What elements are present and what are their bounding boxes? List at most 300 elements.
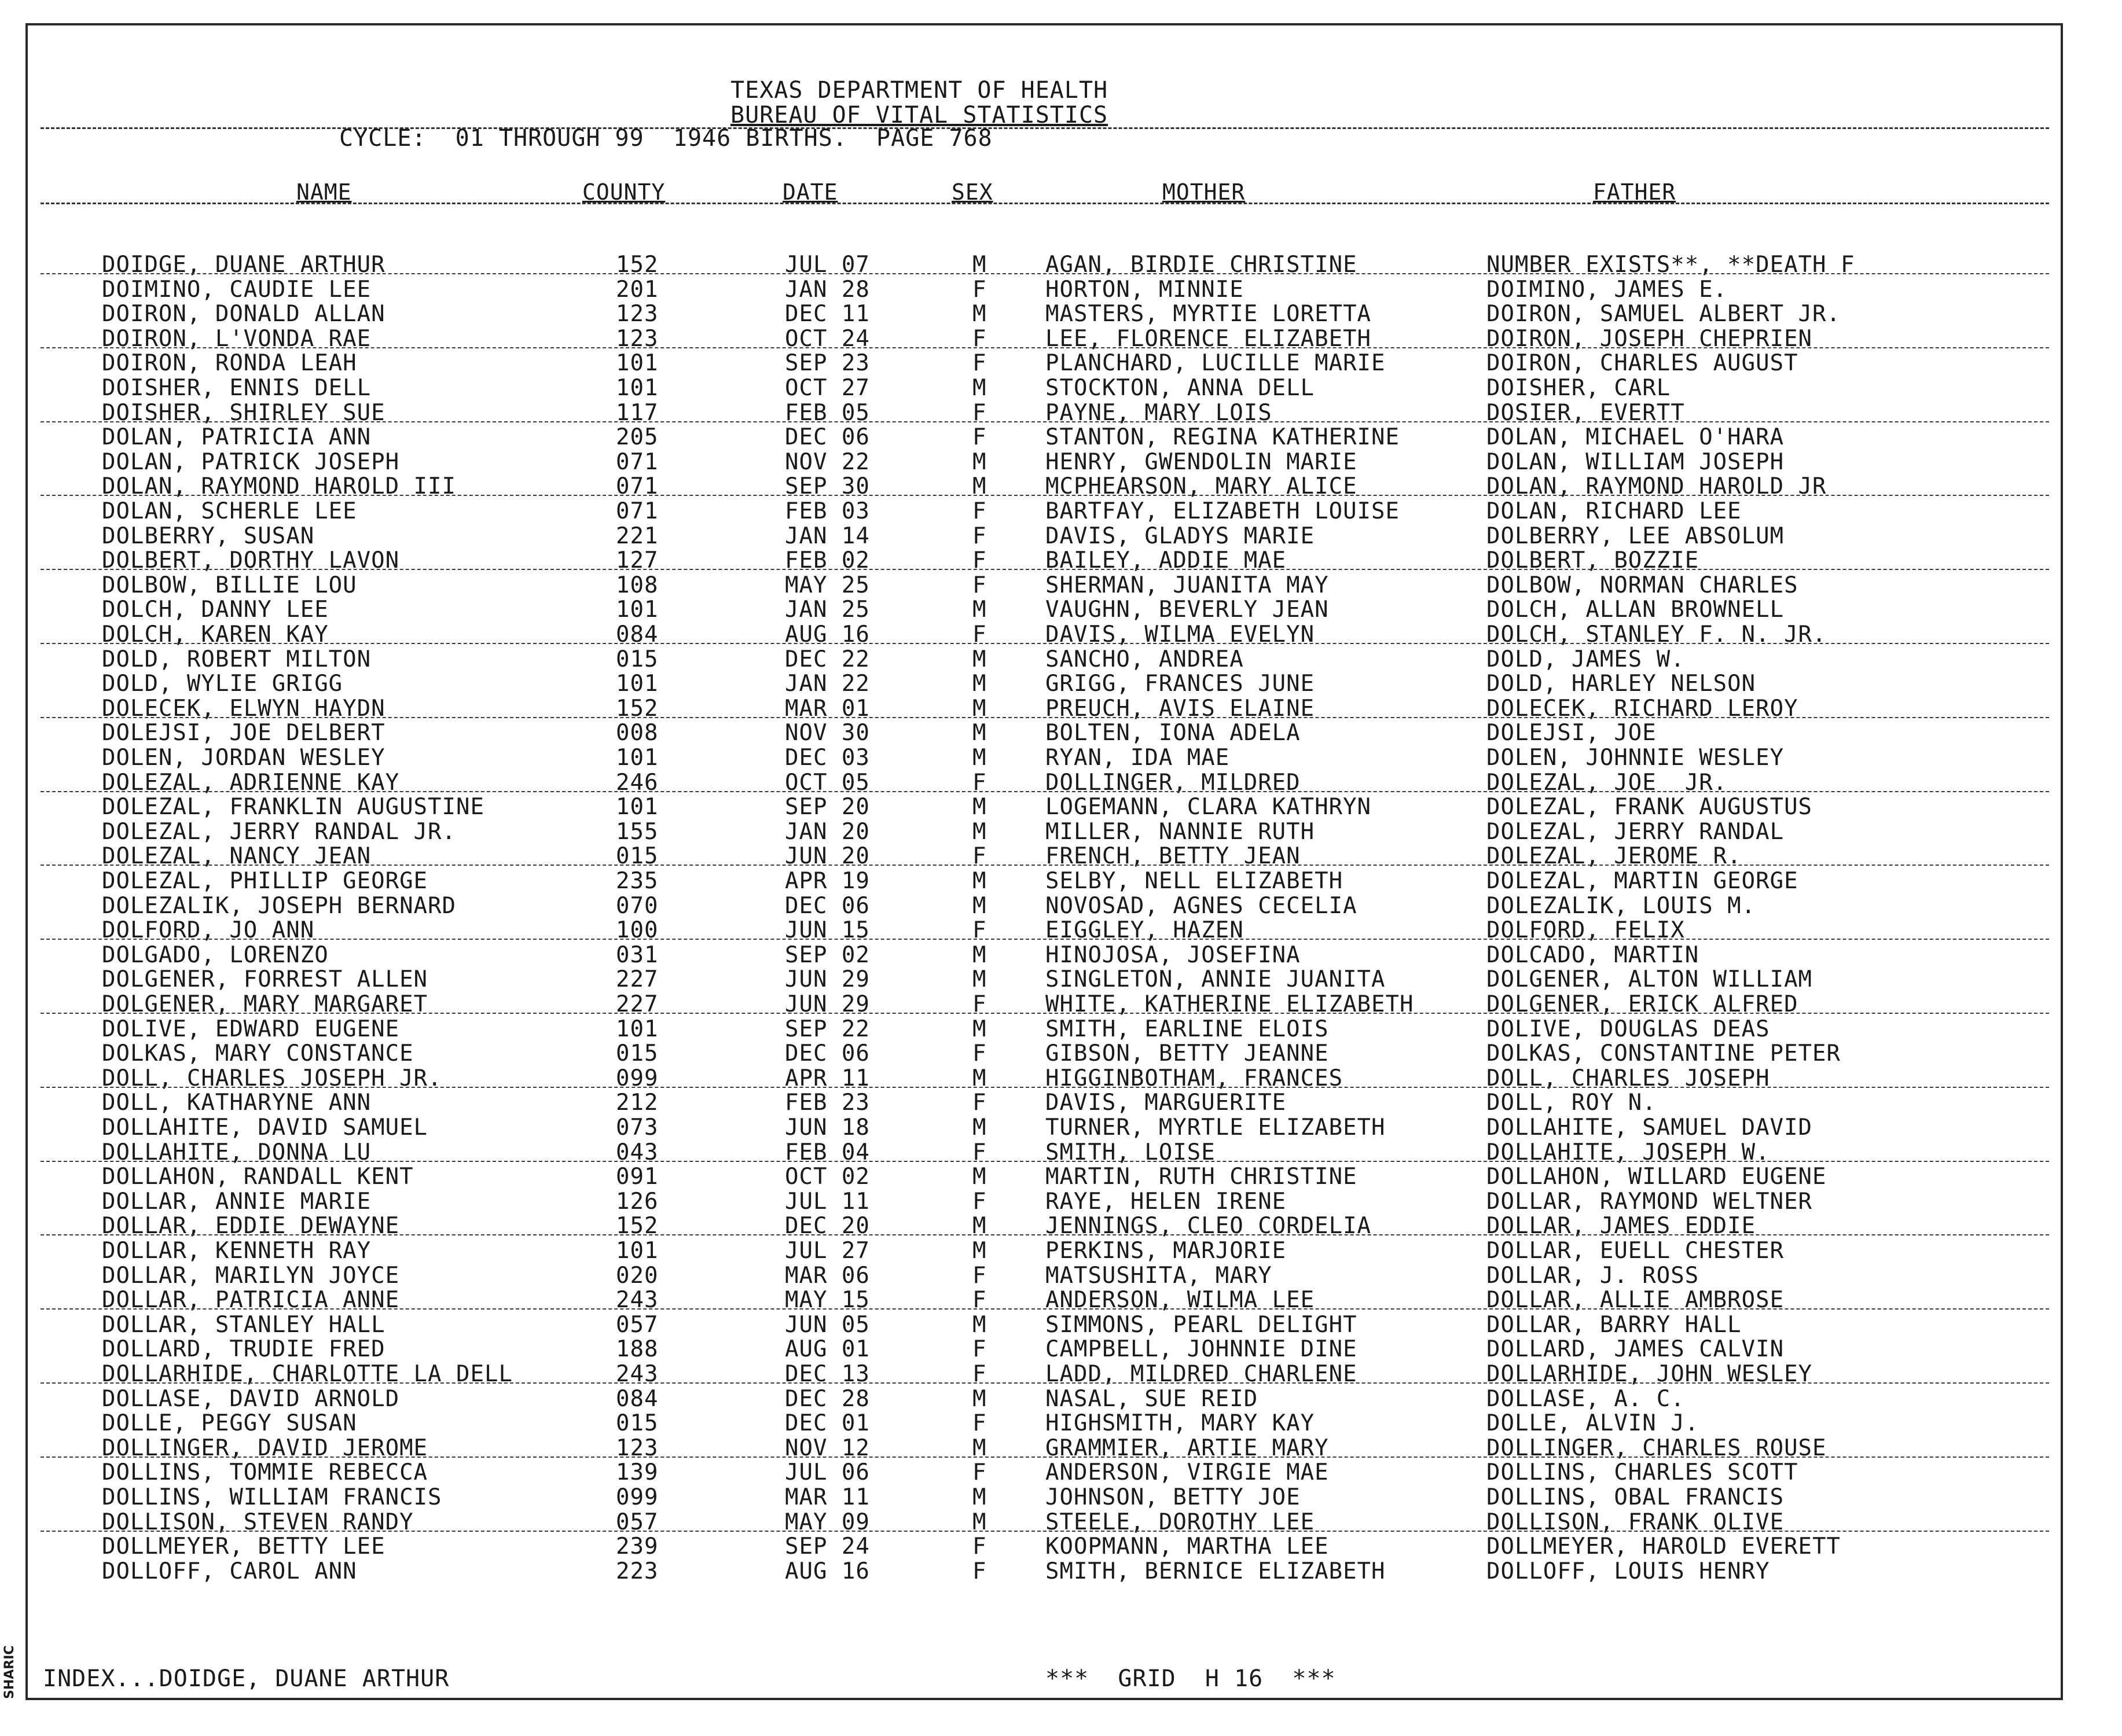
cell-date: NOV 30 [785, 720, 870, 746]
cell-sex: F [972, 769, 987, 796]
cell-father: DOLLINS, OBAL FRANCIS [1486, 1484, 1785, 1510]
cell-date: SEP 02 [785, 941, 870, 968]
cell-father: DOLCADO, MARTIN [1486, 941, 1699, 968]
cell-date: JAN 28 [785, 276, 870, 303]
cell-sex: M [972, 448, 987, 475]
cell-date: SEP 20 [785, 794, 870, 821]
cell-name: DOLLISON, STEVEN RANDY [102, 1509, 414, 1535]
cell-father: DOLBERT, BOZZIE [1486, 547, 1699, 574]
cell-county: 100 [616, 917, 659, 944]
cell-date: DEC 22 [785, 646, 870, 672]
cell-father: DOLEZAL, JERRY RANDAL [1486, 818, 1785, 845]
cell-sex: M [972, 794, 987, 821]
cell-county: 043 [616, 1139, 659, 1165]
cell-date: JUL 06 [785, 1459, 870, 1486]
cell-sex: F [972, 1459, 987, 1486]
cell-county: 212 [616, 1090, 659, 1116]
cell-sex: M [972, 252, 987, 278]
cell-sex: F [972, 399, 987, 426]
cell-father: DOLCH, ALLAN BROWNELL [1486, 597, 1785, 623]
cell-father: DOLLAR, EUELL CHESTER [1486, 1238, 1785, 1264]
cell-name: DOISHER, ENNIS DELL [102, 375, 372, 401]
cell-county: 099 [616, 1065, 659, 1091]
row-separator [41, 1382, 2049, 1384]
row-separator [41, 791, 2049, 792]
cell-name: DOLKAS, MARY CONSTANCE [102, 1040, 414, 1067]
cell-mother: LOGEMANN, CLARA KATHRYN [1045, 794, 1372, 821]
cell-name: DOLBERT, DORTHY LAVON [102, 547, 400, 574]
cell-date: MAR 06 [785, 1262, 870, 1289]
cell-date: MAR 11 [785, 1484, 870, 1510]
cell-name: DOLL, CHARLES JOSEPH JR. [102, 1065, 442, 1091]
cell-sex: F [972, 1410, 987, 1437]
table-row [0, 967, 2122, 992]
cell-name: DOLLAR, KENNETH RAY [102, 1238, 372, 1264]
cell-date: FEB 05 [785, 399, 870, 426]
cell-date: JUL 07 [785, 252, 870, 278]
table-row [0, 1534, 2122, 1559]
cell-father: DOISHER, CARL [1486, 375, 1671, 401]
cell-name: DOLAN, PATRICK JOSEPH [102, 448, 400, 475]
cell-county: 127 [616, 547, 659, 574]
cell-father: DOLEZAL, MARTIN GEORGE [1486, 868, 1798, 894]
margin-label: SHARIC [2, 1645, 17, 1700]
cell-mother: HIGHSMITH, MARY KAY [1045, 1410, 1315, 1437]
column-header-date: DATE [783, 179, 838, 205]
table-row [0, 1263, 2122, 1288]
cell-mother: SANCHO, ANDREA [1045, 646, 1244, 672]
cell-county: 071 [616, 473, 659, 500]
cell-date: FEB 23 [785, 1090, 870, 1116]
table-row [0, 1386, 2122, 1411]
cell-county: 015 [616, 1410, 659, 1437]
cell-date: MAY 09 [785, 1509, 870, 1535]
cell-county: 101 [616, 671, 659, 697]
cell-father: DOLKAS, CONSTANTINE PETER [1486, 1040, 1841, 1067]
row-separator [41, 939, 2049, 940]
table-row [0, 1411, 2122, 1436]
cell-father: DOLEZAL, FRANK AUGUSTUS [1486, 794, 1813, 821]
cell-father: DOLLAR, RAYMOND WELTNER [1486, 1188, 1813, 1215]
cell-father: NUMBER EXISTS**, **DEATH F [1486, 252, 1855, 278]
cell-mother: GRIGG, FRANCES JUNE [1045, 671, 1315, 697]
cell-name: DOLGENER, FORREST ALLEN [102, 966, 428, 993]
cell-county: 084 [616, 1385, 659, 1412]
cell-sex: M [972, 1311, 987, 1338]
cell-mother: VAUGHN, BEVERLY JEAN [1045, 597, 1329, 623]
cell-county: 235 [616, 868, 659, 894]
table-row [0, 1017, 2122, 1042]
table-row [0, 1090, 2122, 1115]
cell-sex: M [972, 1115, 987, 1141]
cell-mother: SELBY, NELL ELIZABETH [1045, 868, 1343, 894]
cell-father: DOIRON, JOSEPH CHEPRIEN [1486, 325, 1813, 352]
cell-sex: M [972, 1385, 987, 1412]
cell-mother: JENNINGS, CLEO CORDELIA [1045, 1213, 1372, 1240]
cell-father: DOLAN, RICHARD LEE [1486, 498, 1742, 524]
cell-name: DOIDGE, DUANE ARTHUR [102, 252, 386, 278]
cell-county: 123 [616, 301, 659, 328]
table-row [0, 499, 2122, 524]
cell-county: 123 [616, 325, 659, 352]
cell-county: 057 [616, 1509, 659, 1535]
cell-date: OCT 02 [785, 1164, 870, 1190]
table-row [0, 1164, 2122, 1189]
cell-name: DOIMINO, CAUDIE LEE [102, 276, 372, 303]
cell-sex: M [972, 375, 987, 401]
cell-mother: PREUCH, AVIS ELAINE [1045, 695, 1315, 722]
cell-name: DOLLINS, TOMMIE REBECCA [102, 1459, 428, 1486]
cell-county: 101 [616, 350, 659, 377]
cell-sex: M [972, 671, 987, 697]
cell-county: 246 [616, 769, 659, 796]
table-row [0, 647, 2122, 672]
cell-name: DOLLOFF, CAROL ANN [102, 1558, 357, 1584]
table-row [0, 301, 2122, 326]
cell-name: DOLLAR, ANNIE MARIE [102, 1188, 372, 1215]
table-row [0, 1460, 2122, 1485]
cell-mother: DAVIS, MARGUERITE [1045, 1090, 1287, 1116]
cell-sex: M [972, 646, 987, 672]
row-separator [41, 643, 2049, 644]
cell-father: DOLLAHITE, JOSEPH W. [1486, 1139, 1770, 1165]
cell-name: DOLBERRY, SUSAN [102, 523, 315, 549]
row-separator [41, 1161, 2049, 1162]
cell-date: FEB 02 [785, 547, 870, 574]
cell-date: APR 19 [785, 868, 870, 894]
cell-sex: F [972, 1533, 987, 1560]
cell-date: DEC 06 [785, 1040, 870, 1067]
cell-father: DOLEZALIK, LOUIS M. [1486, 892, 1756, 919]
cell-name: DOLEZAL, JERRY RANDAL JR. [102, 818, 456, 845]
cell-mother: SMITH, EARLINE ELOIS [1045, 1016, 1329, 1042]
table-row [0, 1559, 2122, 1584]
cell-date: JUN 18 [785, 1115, 870, 1141]
cell-mother: ANDERSON, WILMA LEE [1045, 1287, 1315, 1314]
cell-father: DOLEJSI, JOE [1486, 720, 1657, 746]
cell-father: DOLBOW, NORMAN CHARLES [1486, 572, 1798, 598]
cell-father: DOLL, CHARLES JOSEPH [1486, 1065, 1770, 1091]
cell-date: OCT 27 [785, 375, 870, 401]
cell-mother: SIMMONS, PEARL DELIGHT [1045, 1311, 1357, 1338]
cell-sex: M [972, 695, 987, 722]
cell-sex: F [972, 523, 987, 549]
cell-name: DOLLINS, WILLIAM FRANCIS [102, 1484, 442, 1510]
cell-mother: PERKINS, MARJORIE [1045, 1238, 1287, 1264]
cell-father: DOLLINGER, CHARLES ROUSE [1486, 1435, 1827, 1461]
cell-father: DOLIVE, DOUGLAS DEAS [1486, 1016, 1770, 1042]
cell-mother: MILLER, NANNIE RUTH [1045, 818, 1315, 845]
cell-county: 099 [616, 1484, 659, 1510]
cell-mother: AGAN, BIRDIE CHRISTINE [1045, 252, 1357, 278]
row-separator [41, 273, 2049, 274]
cell-name: DOISHER, SHIRLEY SUE [102, 399, 386, 426]
cell-date: JAN 25 [785, 597, 870, 623]
cell-father: DOLEZAL, JOE JR. [1486, 769, 1728, 796]
cell-date: AUG 01 [785, 1336, 870, 1363]
cell-name: DOLLAR, MARILYN JOYCE [102, 1262, 400, 1289]
cell-father: DOLLAR, ALLIE AMBROSE [1486, 1287, 1785, 1314]
cell-name: DOLLAR, STANLEY HALL [102, 1311, 386, 1338]
cell-county: 123 [616, 1435, 659, 1461]
cell-father: DOLLARD, JAMES CALVIN [1486, 1336, 1785, 1363]
department-title: TEXAS DEPARTMENT OF HEALTH [730, 77, 1108, 104]
row-separator [41, 865, 2049, 866]
cell-father: DOLD, JAMES W. [1486, 646, 1685, 672]
cell-father: DOLAN, MICHAEL O'HARA [1486, 424, 1785, 451]
cell-name: DOLLAHITE, DAVID SAMUEL [102, 1115, 428, 1141]
cell-sex: M [972, 818, 987, 845]
cell-county: 015 [616, 843, 659, 870]
cell-date: DEC 13 [785, 1361, 870, 1387]
grid-line: *** GRID H 16 *** [1045, 1665, 1336, 1692]
cell-mother: LEE, FLORENCE ELIZABETH [1045, 325, 1372, 352]
cell-name: DOLAN, PATRICIA ANN [102, 424, 372, 451]
cell-date: DEC 11 [785, 301, 870, 328]
cell-sex: F [972, 917, 987, 944]
cell-name: DOLBOW, BILLIE LOU [102, 572, 357, 598]
cell-father: DOLAN, WILLIAM JOSEPH [1486, 448, 1785, 475]
cell-name: DOLEZAL, ADRIENNE KAY [102, 769, 400, 796]
cell-mother: HIGGINBOTHAM, FRANCES [1045, 1065, 1343, 1091]
cell-county: 139 [616, 1459, 659, 1486]
cell-sex: F [972, 1361, 987, 1387]
cell-mother: STANTON, REGINA KATHERINE [1045, 424, 1400, 451]
cell-date: JUN 29 [785, 966, 870, 993]
cell-father: DOIRON, CHARLES AUGUST [1486, 350, 1798, 377]
column-header-county: COUNTY [582, 179, 666, 205]
cell-county: 152 [616, 695, 659, 722]
cell-mother: FRENCH, BETTY JEAN [1045, 843, 1301, 870]
cell-sex: M [972, 1484, 987, 1510]
index-line: INDEX...DOIDGE, DUANE ARTHUR [43, 1665, 450, 1692]
cell-county: 070 [616, 892, 659, 919]
cell-father: DOLLE, ALVIN J. [1486, 1410, 1699, 1437]
table-row [0, 573, 2122, 598]
cell-mother: NOVOSAD, AGNES CECELIA [1045, 892, 1357, 919]
cell-county: 188 [616, 1336, 659, 1363]
cell-county: 071 [616, 448, 659, 475]
row-separator [41, 1531, 2049, 1532]
column-header-mother: MOTHER [1162, 179, 1246, 205]
column-header-name: NAME [296, 179, 352, 205]
table-row [0, 524, 2122, 549]
cell-date: OCT 24 [785, 325, 870, 352]
cell-county: 073 [616, 1115, 659, 1141]
cell-sex: M [972, 1238, 987, 1264]
cell-name: DOLLARD, TRUDIE FRED [102, 1336, 386, 1363]
cell-father: DOLL, ROY N. [1486, 1090, 1657, 1116]
cell-county: 091 [616, 1164, 659, 1190]
cell-mother: HINOJOSA, JOSEFINA [1045, 941, 1301, 968]
cell-county: 057 [616, 1311, 659, 1338]
row-separator [41, 569, 2049, 570]
cell-county: 101 [616, 375, 659, 401]
cell-date: JUN 05 [785, 1311, 870, 1338]
table-row [0, 720, 2122, 745]
table-row [0, 1189, 2122, 1214]
cell-county: 015 [616, 646, 659, 672]
row-separator [41, 717, 2049, 718]
cell-date: DEC 20 [785, 1213, 870, 1240]
table-row [0, 1337, 2122, 1362]
cell-mother: BOLTEN, IONA ADELA [1045, 720, 1301, 746]
cell-sex: F [972, 1558, 987, 1584]
cell-sex: F [972, 325, 987, 352]
cell-father: DOLLISON, FRANK OLIVE [1486, 1509, 1785, 1535]
cell-mother: HENRY, GWENDOLIN MARIE [1045, 448, 1357, 475]
cell-sex: F [972, 1040, 987, 1067]
cell-mother: BAILEY, ADDIE MAE [1045, 547, 1287, 574]
cell-mother: EIGGLEY, HAZEN [1045, 917, 1244, 944]
cell-county: 101 [616, 597, 659, 623]
cell-father: DOLLMEYER, HAROLD EVERETT [1486, 1533, 1841, 1560]
cell-county: 227 [616, 966, 659, 993]
cell-date: DEC 06 [785, 892, 870, 919]
bureau-title: BUREAU OF VITAL STATISTICS [730, 102, 1108, 128]
cell-mother: KOOPMANN, MARTHA LEE [1045, 1533, 1329, 1560]
cell-sex: F [972, 1287, 987, 1314]
cell-name: DOLCH, KAREN KAY [102, 621, 329, 648]
cell-date: APR 11 [785, 1065, 870, 1091]
table-row [0, 425, 2122, 450]
cell-father: DOLLASE, A. C. [1486, 1385, 1685, 1412]
cell-date: NOV 12 [785, 1435, 870, 1461]
cell-father: DOLECEK, RICHARD LEROY [1486, 695, 1798, 722]
cell-name: DOLL, KATHARYNE ANN [102, 1090, 372, 1116]
cell-date: JUL 27 [785, 1238, 870, 1264]
cell-county: 101 [616, 1238, 659, 1264]
row-separator [41, 1013, 2049, 1014]
cell-mother: MASTERS, MYRTIE LORETTA [1045, 301, 1372, 328]
row-separator [41, 1234, 2049, 1235]
row-separator [41, 495, 2049, 496]
cell-name: DOLLAR, PATRICIA ANNE [102, 1287, 400, 1314]
cell-county: 101 [616, 745, 659, 771]
cell-name: DOLEZAL, FRANKLIN AUGUSTINE [102, 794, 484, 821]
table-row [0, 869, 2122, 893]
cell-county: 126 [616, 1188, 659, 1215]
table-row [0, 795, 2122, 819]
cell-mother: JOHNSON, BETTY JOE [1045, 1484, 1301, 1510]
cell-sex: M [972, 301, 987, 328]
cell-mother: DAVIS, WILMA EVELYN [1045, 621, 1315, 648]
cell-county: 221 [616, 523, 659, 549]
cell-name: DOLCH, DANNY LEE [102, 597, 329, 623]
cell-mother: PLANCHARD, LUCILLE MARIE [1045, 350, 1386, 377]
cell-county: 243 [616, 1287, 659, 1314]
cell-sex: F [972, 991, 987, 1017]
cell-mother: GRAMMIER, ARTIE MARY [1045, 1435, 1329, 1461]
cell-name: DOLAN, RAYMOND HAROLD III [102, 473, 456, 500]
cell-sex: F [972, 1139, 987, 1165]
cell-mother: TURNER, MYRTLE ELIZABETH [1045, 1115, 1386, 1141]
cell-sex: M [972, 1213, 987, 1240]
cell-county: 108 [616, 572, 659, 598]
cell-name: DOIRON, L'VONDA RAE [102, 325, 372, 352]
cell-date: JUL 11 [785, 1188, 870, 1215]
cell-county: 243 [616, 1361, 659, 1387]
cell-name: DOLEZAL, PHILLIP GEORGE [102, 868, 428, 894]
cell-name: DOLLASE, DAVID ARNOLD [102, 1385, 400, 1412]
cell-date: DEC 06 [785, 424, 870, 451]
cell-mother: STOCKTON, ANNA DELL [1045, 375, 1315, 401]
cell-sex: F [972, 1188, 987, 1215]
cell-sex: F [972, 843, 987, 870]
cell-county: 201 [616, 276, 659, 303]
cell-mother: WHITE, KATHERINE ELIZABETH [1045, 991, 1414, 1017]
cell-sex: F [972, 1262, 987, 1289]
cell-date: SEP 23 [785, 350, 870, 377]
cell-father: DOLLAR, J. ROSS [1486, 1262, 1699, 1289]
cell-mother: ANDERSON, VIRGIE MAE [1045, 1459, 1329, 1486]
cell-sex: M [972, 1016, 987, 1042]
table-row [0, 893, 2122, 918]
cell-father: DOIRON, SAMUEL ALBERT JR. [1486, 301, 1841, 328]
row-separator [41, 1308, 2049, 1310]
cell-sex: M [972, 473, 987, 500]
cell-date: OCT 05 [785, 769, 870, 796]
table-row [0, 943, 2122, 968]
cell-mother: MATSUSHITA, MARY [1045, 1262, 1272, 1289]
cell-name: DOLLINGER, DAVID JEROME [102, 1435, 428, 1461]
table-row [0, 1312, 2122, 1337]
table-row [0, 1041, 2122, 1066]
row-separator [41, 421, 2049, 422]
cell-date: JAN 20 [785, 818, 870, 845]
cell-sex: M [972, 597, 987, 623]
cell-father: DOLFORD, FELIX [1486, 917, 1685, 944]
cell-father: DOLLOFF, LOUIS HENRY [1486, 1558, 1770, 1584]
cell-sex: M [972, 868, 987, 894]
cell-sex: F [972, 424, 987, 451]
cell-mother: LADD, MILDRED CHARLENE [1045, 1361, 1357, 1387]
cell-sex: F [972, 350, 987, 377]
cell-name: DOIRON, RONDA LEAH [102, 350, 357, 377]
cell-date: JUN 20 [785, 843, 870, 870]
cell-name: DOLFORD, JO ANN [102, 917, 315, 944]
table-row [0, 1485, 2122, 1510]
cell-father: DOLLAR, JAMES EDDIE [1486, 1213, 1756, 1240]
table-row [0, 819, 2122, 844]
cell-date: MAY 15 [785, 1287, 870, 1314]
cell-date: DEC 01 [785, 1410, 870, 1437]
header-rule [41, 203, 2049, 204]
cell-father: DOLLAHITE, SAMUEL DAVID [1486, 1115, 1813, 1141]
cell-name: DOLGADO, LORENZO [102, 941, 329, 968]
cell-date: SEP 30 [785, 473, 870, 500]
cell-sex: M [972, 720, 987, 746]
table-row [0, 597, 2122, 622]
cell-mother: NASAL, SUE REID [1045, 1385, 1258, 1412]
cell-county: 205 [616, 424, 659, 451]
cell-mother: SHERMAN, JUANITA MAY [1045, 572, 1329, 598]
cell-sex: M [972, 1509, 987, 1535]
row-separator [41, 1457, 2049, 1458]
cell-county: 152 [616, 252, 659, 278]
cell-date: NOV 22 [785, 448, 870, 475]
cell-name: DOLECEK, ELWYN HAYDN [102, 695, 386, 722]
cell-name: DOLLAR, EDDIE DEWAYNE [102, 1213, 400, 1240]
cell-county: 155 [616, 818, 659, 845]
cell-date: DEC 03 [785, 745, 870, 771]
cell-date: AUG 16 [785, 621, 870, 648]
cell-name: DOLEZALIK, JOSEPH BERNARD [102, 892, 456, 919]
cell-county: 227 [616, 991, 659, 1017]
table-row [0, 1115, 2122, 1140]
cell-father: DOLLINS, CHARLES SCOTT [1486, 1459, 1798, 1486]
cell-father: DOLLAR, BARRY HALL [1486, 1311, 1742, 1338]
